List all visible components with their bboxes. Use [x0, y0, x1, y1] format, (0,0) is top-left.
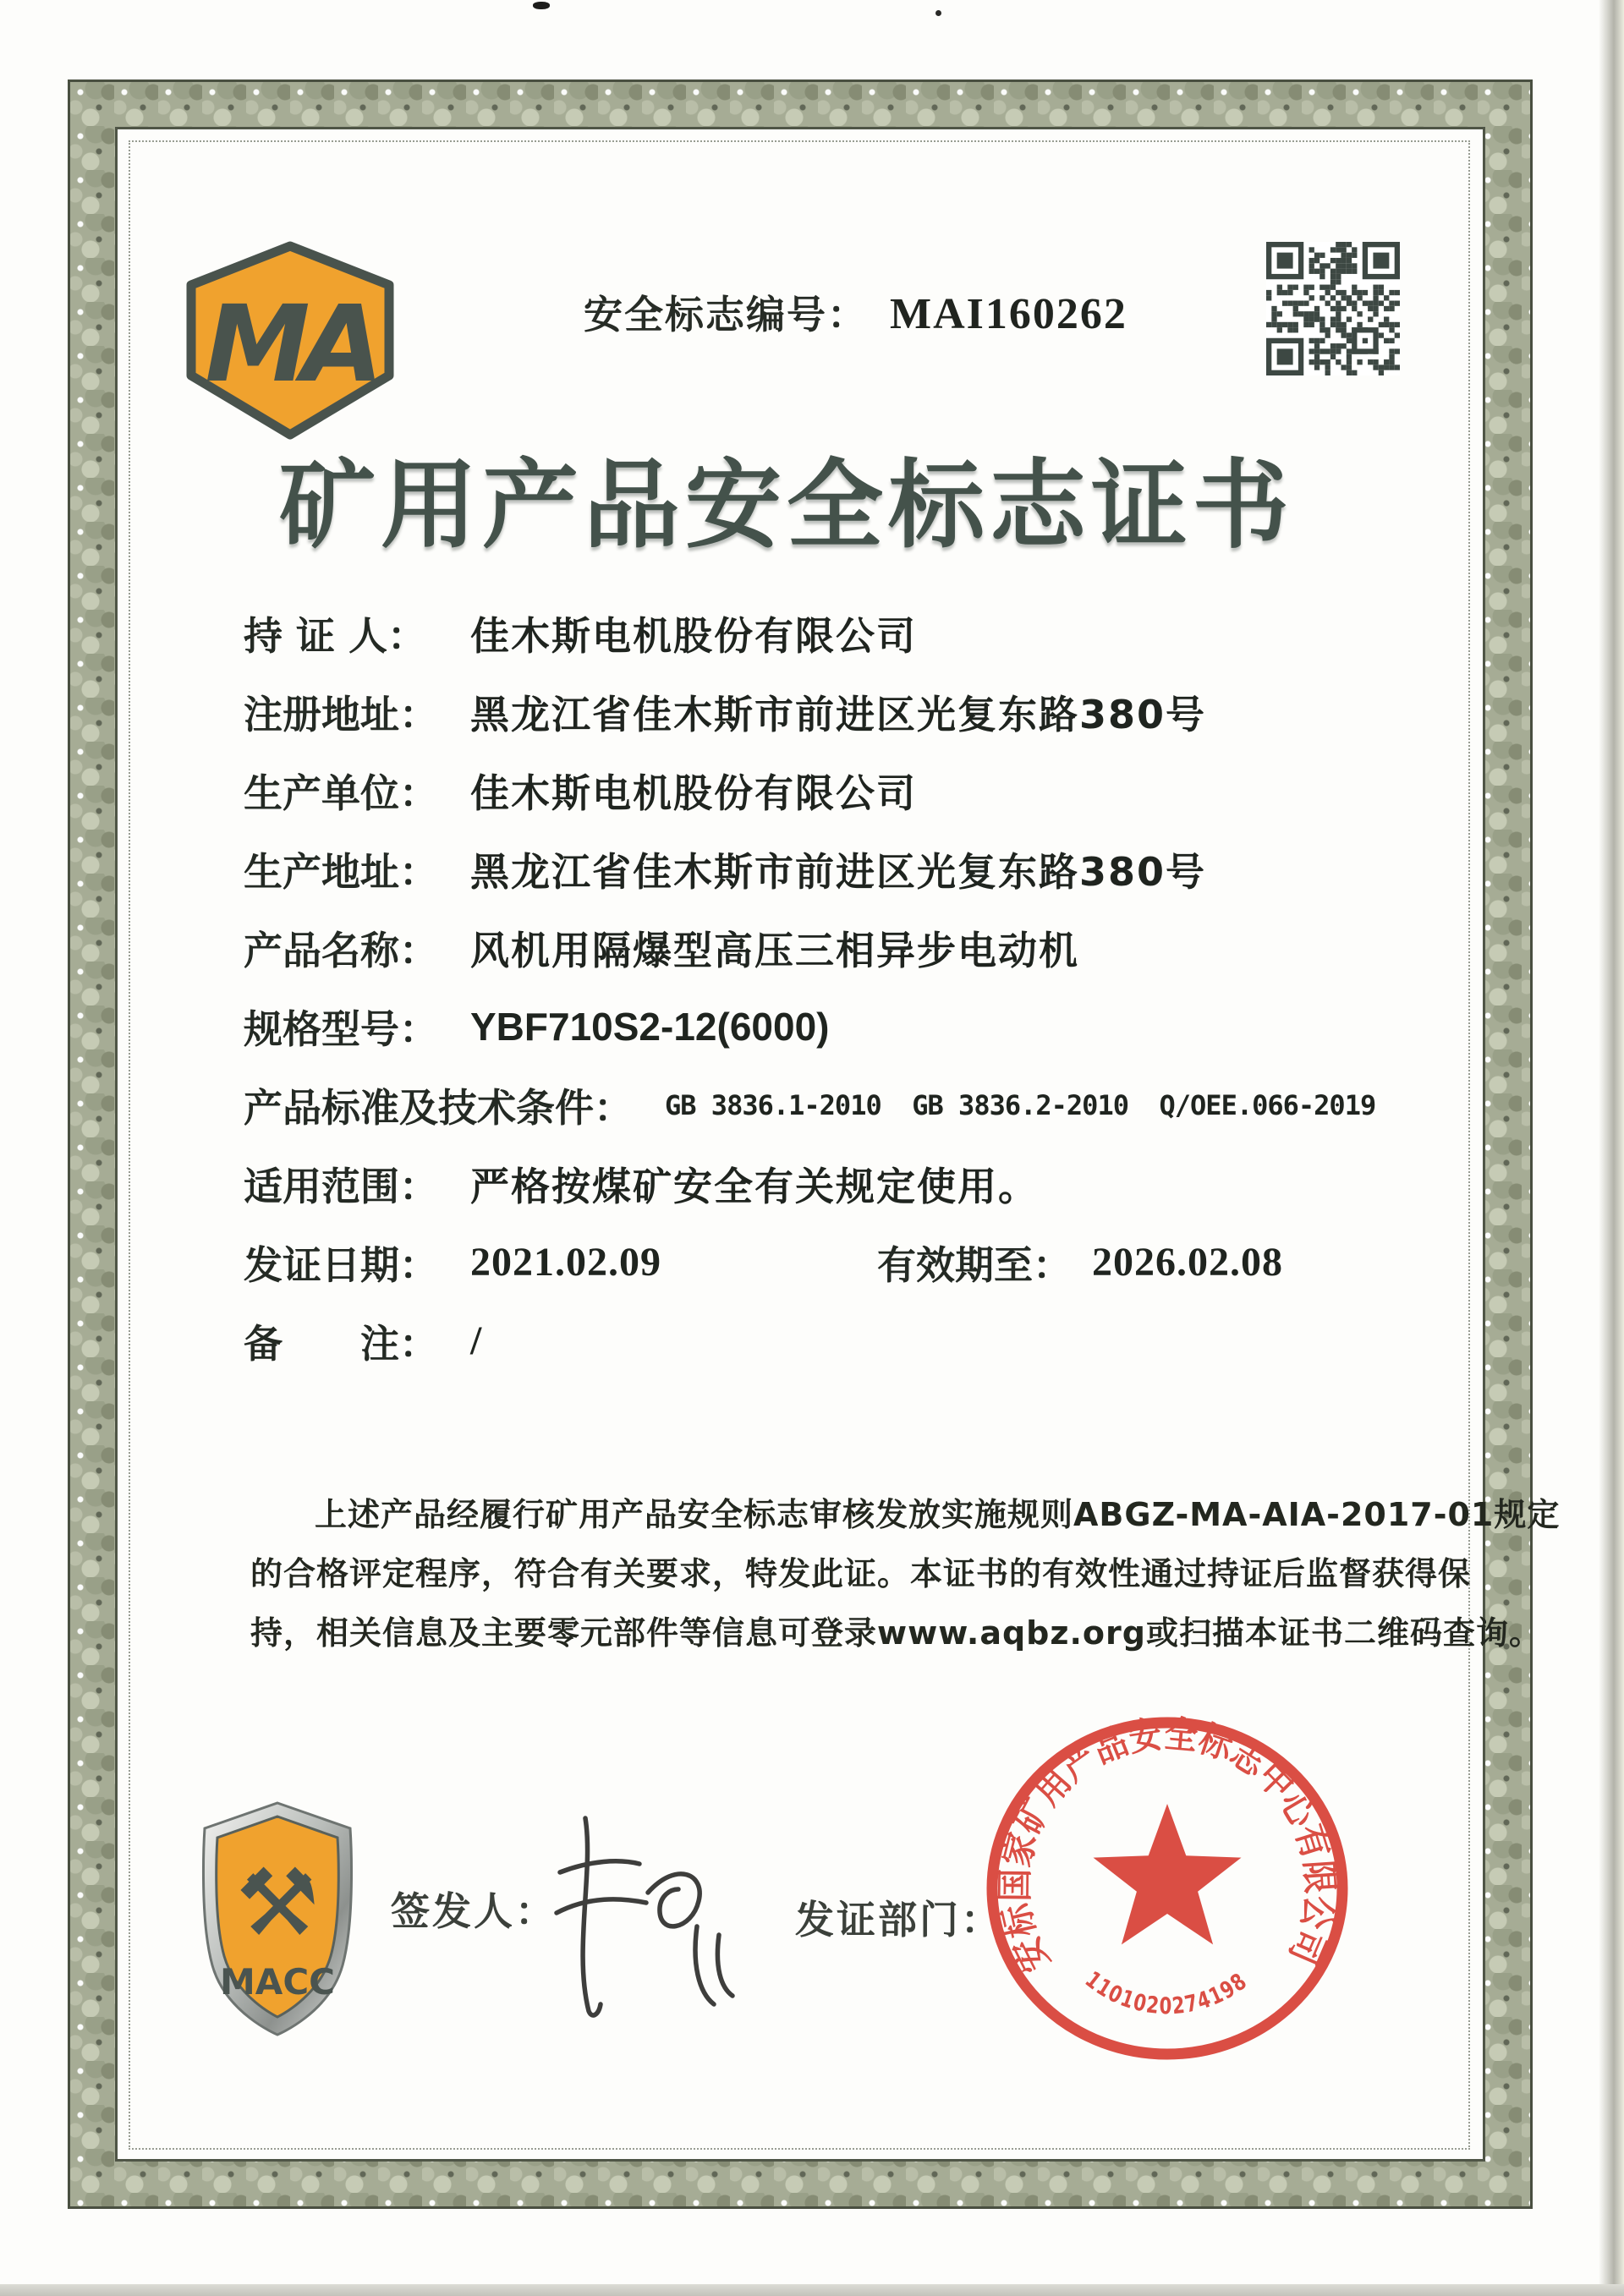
field-label: 适用范围： — [244, 1163, 438, 1209]
field-value: 严格按煤矿安全有关规定使用。 — [470, 1163, 1039, 1209]
field-row-dates — [244, 1223, 1479, 1301]
field-row-production-address — [244, 830, 1479, 908]
seal-star-icon — [1094, 1804, 1242, 1944]
field-label-valid-until: 有效期至： — [877, 1241, 1072, 1288]
notice-line: 的合格评定程序，符合有关要求，特发此证。本证书的有效性通过持证后监督获得保 — [250, 1555, 1472, 1592]
signature-stroke — [717, 1935, 732, 1996]
certificate-number-label: 安全标志编号： — [584, 292, 868, 337]
certificate-fields — [244, 594, 1479, 1380]
signature-stroke — [648, 1874, 700, 1926]
field-label-issue-date: 发证日期： — [244, 1241, 438, 1288]
ma-badge-letters: MA — [205, 283, 376, 406]
field-label: 生产单位： — [244, 770, 438, 816]
scan-speck — [533, 2, 550, 9]
field-label: 备 注： — [244, 1320, 438, 1367]
field-value: YBF710S2-12(6000) — [470, 1004, 830, 1049]
field-value: 风机用隔爆型高压三相异步电动机 — [470, 927, 1079, 973]
field-row-remarks — [244, 1301, 1479, 1380]
scan-edge-shadow-bottom — [0, 2284, 1624, 2296]
field-value: 佳木斯电机股份有限公司 — [470, 770, 917, 816]
field-row-registered-address — [244, 672, 1479, 751]
certificate-title: 矿用产品安全标志证书 — [278, 449, 1294, 562]
field-row-holder — [244, 594, 1479, 672]
ma-logo — [179, 240, 401, 441]
scan-edge-shadow-right — [1599, 0, 1624, 2296]
field-value: GB 3836.1-2010 GB 3836.2-2010 Q/OEE.066-2019 — [665, 1088, 1376, 1121]
signature-stroke — [560, 1861, 639, 1872]
issuing-department-label: 发证部门： — [795, 1897, 1002, 1943]
notice-paragraph — [250, 1485, 1561, 1663]
notice-line: 上述产品经履行矿用产品安全标志审核发放实施规则ABGZ-MA-AIA-2017-01规定 — [315, 1496, 1561, 1533]
issuer-label: 签发人： — [391, 1888, 557, 1934]
field-label: 产品标准及技术条件： — [244, 1084, 633, 1131]
seal-ring-text: 安标国家矿用产品安全标志中心有限公司 — [993, 1712, 1342, 1979]
certificate-number-line — [584, 284, 1127, 340]
field-label: 持 证 人： — [244, 612, 427, 659]
seal-number: 1101020274198 — [1079, 1965, 1256, 2020]
field-value-valid-until: 2026.02.08 — [1092, 1240, 1283, 1285]
field-row-scope — [244, 1144, 1479, 1223]
field-label: 产品名称： — [244, 927, 438, 973]
signature-stroke — [583, 1818, 601, 2015]
signature-stroke — [557, 1899, 646, 1913]
field-value: / — [470, 1318, 484, 1363]
signature-stroke — [695, 1926, 714, 2004]
field-label: 生产地址： — [244, 848, 438, 895]
hammer-pick-icon: ⚒ — [235, 1849, 320, 1957]
field-label: 注册地址： — [244, 691, 438, 737]
official-seal — [968, 1702, 1366, 2083]
notice-line: 持，相关信息及主要零元部件等信息可登录www.aqbz.org或扫描本证书二维码查询。 — [250, 1614, 1542, 1652]
macc-label: MACC — [220, 1961, 335, 2003]
field-row-product-name — [244, 908, 1479, 987]
field-row-model — [244, 987, 1479, 1066]
qr-code-icon — [1266, 242, 1400, 375]
field-value-issue-date: 2021.02.09 — [470, 1240, 661, 1285]
field-row-manufacturer — [244, 751, 1479, 830]
field-label: 规格型号： — [244, 1006, 438, 1052]
macc-shield-logo — [188, 1798, 367, 2040]
field-value: 佳木斯电机股份有限公司 — [470, 612, 917, 659]
issuer-signature — [548, 1811, 743, 2031]
scan-speck — [935, 10, 941, 16]
field-value: 黑龙江省佳木斯市前进区光复东路380号 — [470, 691, 1207, 737]
field-value: 黑龙江省佳木斯市前进区光复东路380号 — [470, 848, 1207, 895]
certificate-number-value: MAI160262 — [890, 290, 1127, 338]
field-row-standards — [244, 1066, 1479, 1144]
